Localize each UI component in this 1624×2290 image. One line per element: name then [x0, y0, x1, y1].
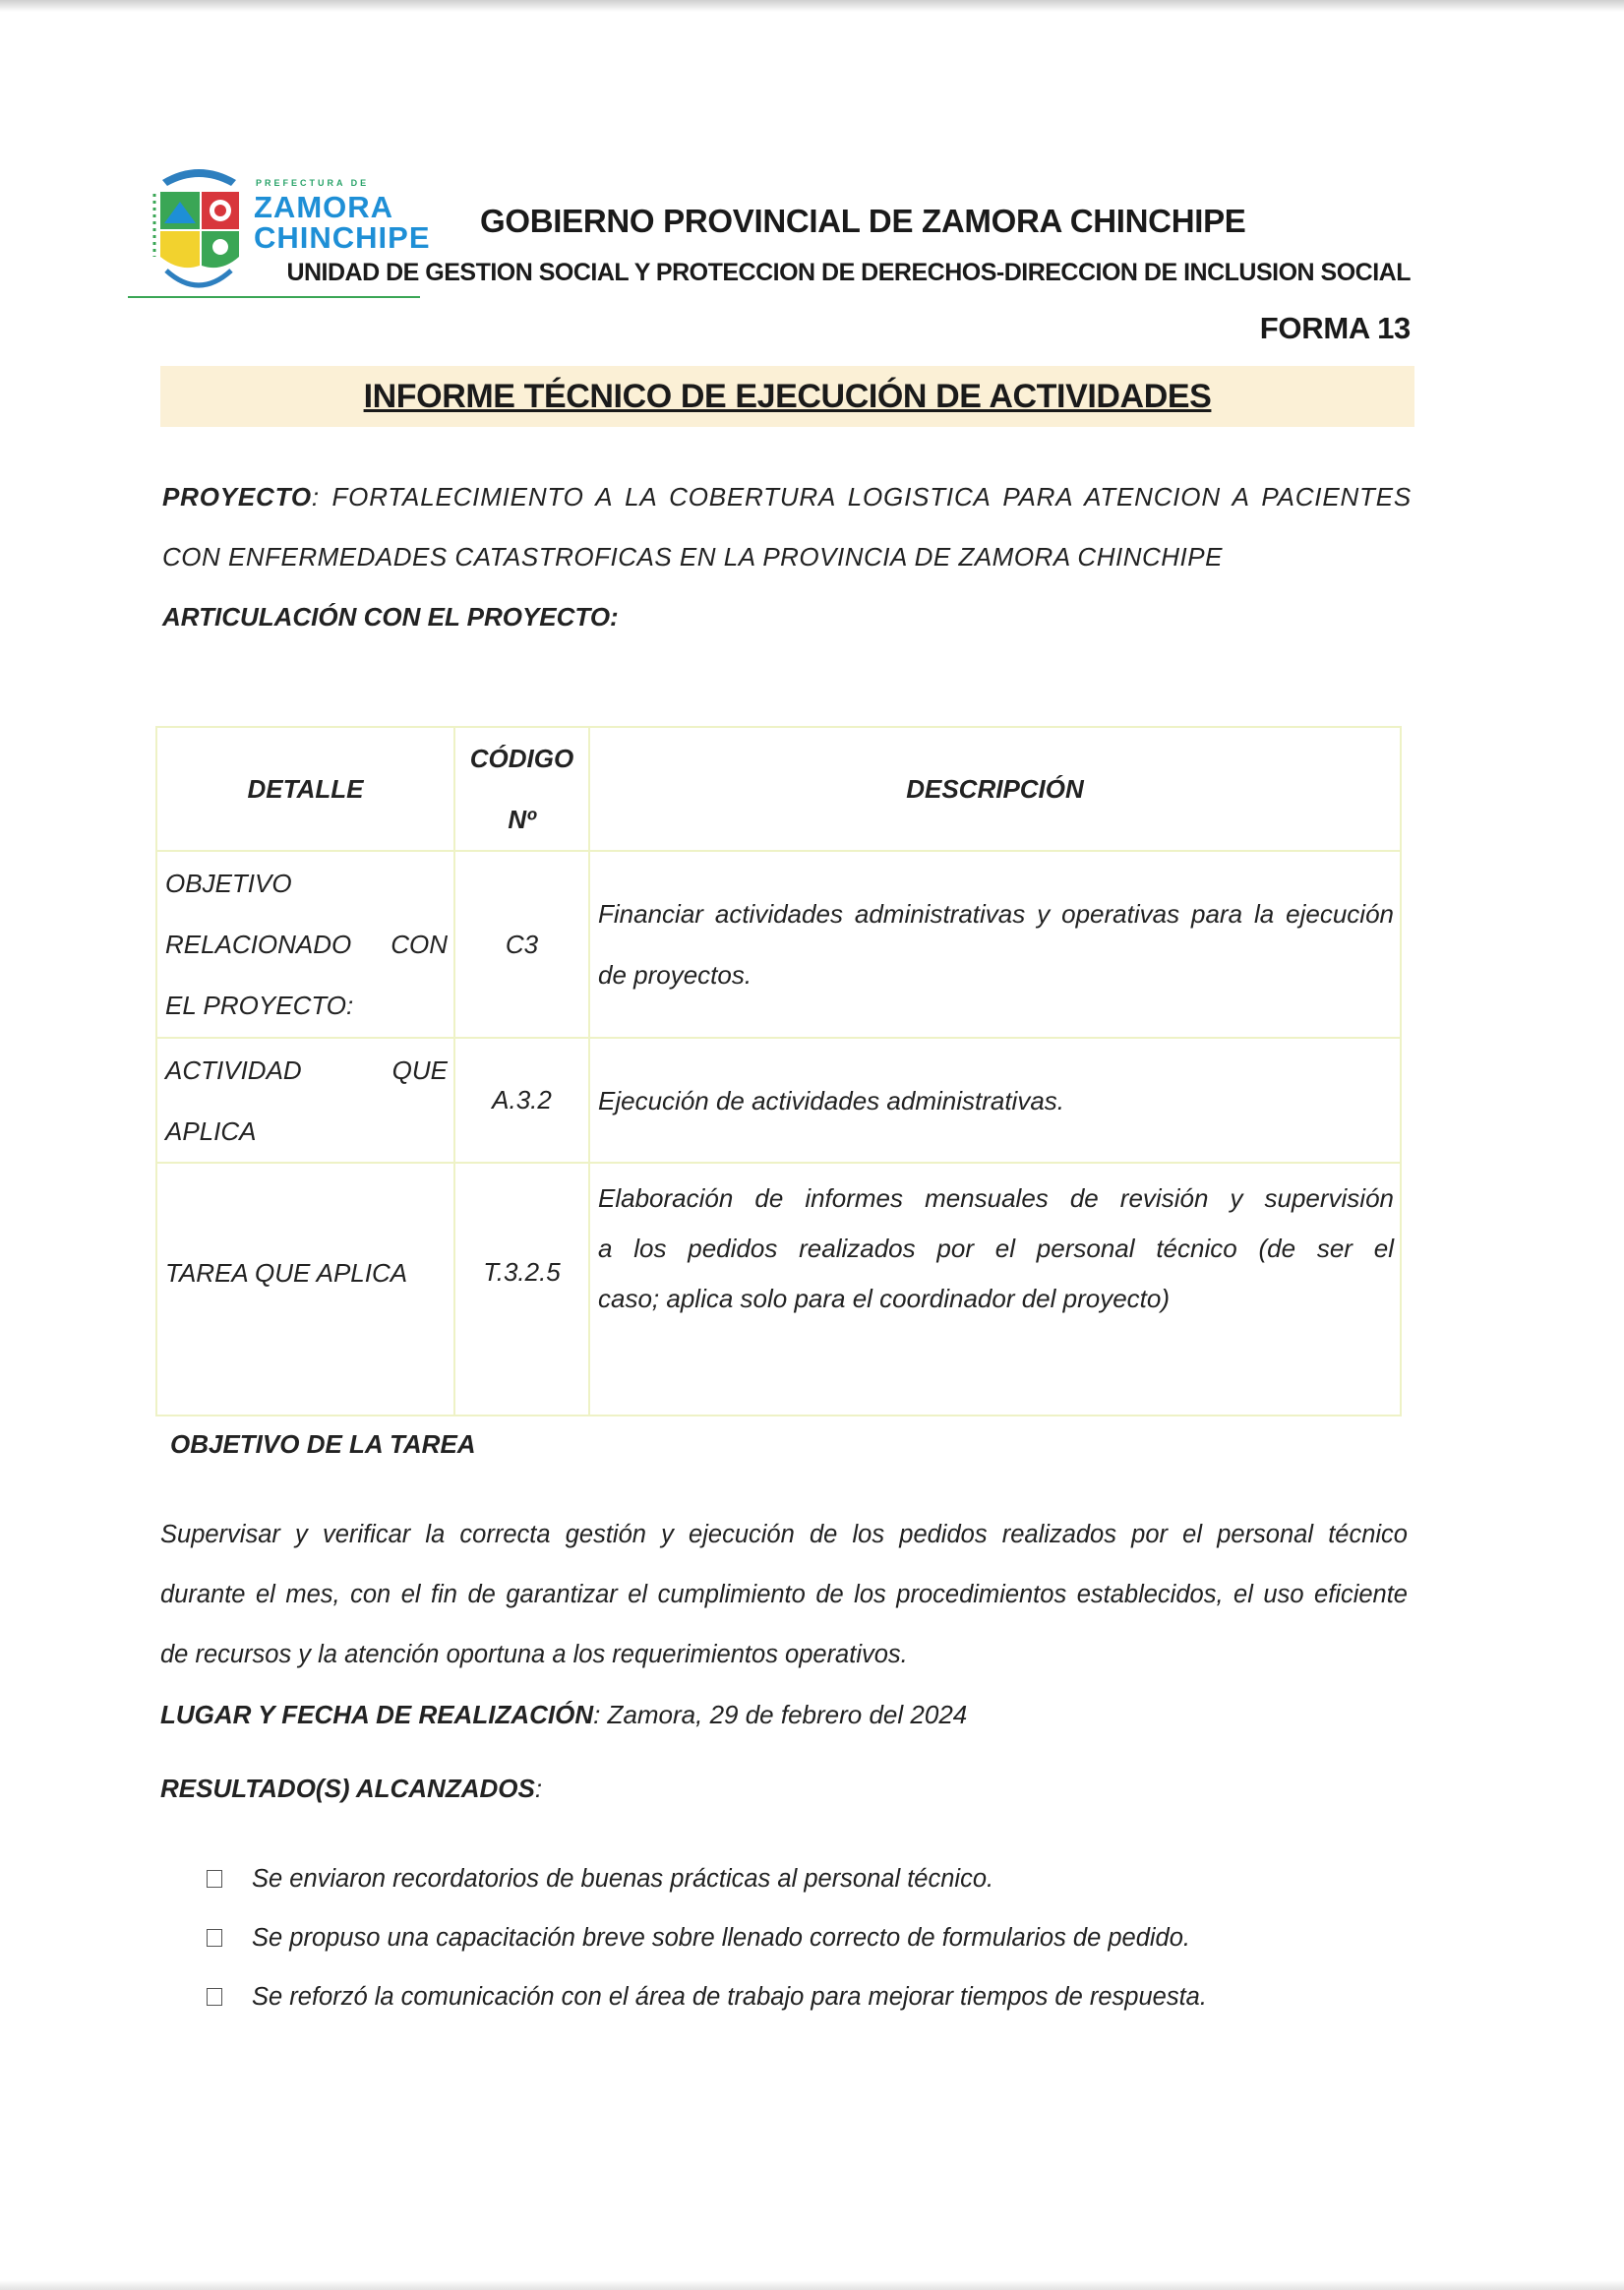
results-label: RESULTADO(S) ALCANZADOS	[160, 1774, 535, 1803]
table-header-row	[156, 727, 1401, 851]
articulation-table	[155, 726, 1402, 1416]
description-line: Financiar actividades administrativas y operativas para la ejecución	[598, 899, 1394, 929]
objective-line: Supervisar y verificar la correcta gestión y ejecución de los pedidos realizados por el personal técnico	[160, 1521, 1408, 1548]
row-code: C3	[454, 851, 589, 1038]
description-line: Ejecución de actividades administrativas.	[598, 1085, 1065, 1115]
description-line: Elaboración de informes mensuales de revisión y supervisión	[598, 1183, 1394, 1213]
result-text: Se propuso una capacitación breve sobre llenado correcto de formularios de pedido.	[252, 1923, 1191, 1952]
list-item	[207, 1908, 1207, 1967]
header-code	[454, 727, 589, 851]
detail-line: EL PROYECTO:	[165, 991, 354, 1020]
results-list	[207, 1849, 1207, 2026]
project-line-1	[162, 482, 1412, 512]
articulation-label: ARTICULACIÓN CON EL PROYECTO:	[162, 602, 619, 632]
unit-title: UNIDAD DE GESTION SOCIAL Y PROTECCION DE DERECHOS-DIRECCION DE INCLUSION SOCIAL	[286, 259, 1411, 286]
detail-line: ACTIVIDAD QUE	[165, 1055, 448, 1085]
table-row	[156, 1038, 1401, 1163]
result-text: Se enviaron recordatorios de buenas prácticas al personal técnico.	[252, 1864, 994, 1893]
government-title: GOBIERNO PROVINCIAL DE ZAMORA CHINCHIPE	[480, 203, 1246, 239]
header-code-line1: CÓDIGO	[469, 744, 574, 773]
detail-line: RELACIONADO CON	[165, 930, 448, 959]
result-text: Se reforzó la comunicación con el área de trabajo para mejorar tiempos de respuesta.	[252, 1982, 1207, 2011]
detail-line: OBJETIVO	[165, 869, 292, 898]
row-detail	[156, 1163, 454, 1416]
objective-line: de recursos y la atención oportuna a los requerimientos operativos.	[160, 1641, 908, 1668]
logo-name-line2: CHINCHIPE	[254, 220, 431, 255]
logo-name-line1: ZAMORA	[254, 190, 394, 224]
objective-line: durante el mes, con el fin de garantizar el cumplimiento de los procedimientos establecidos, el uso eficiente	[160, 1581, 1408, 1608]
detail-line: TAREA QUE APLICA	[165, 1257, 408, 1288]
description-line: caso; aplica solo para el coordinador del proyecto)	[598, 1284, 1171, 1313]
row-detail	[156, 851, 454, 1038]
row-code: T.3.2.5	[454, 1163, 589, 1416]
place-date-value: : Zamora, 29 de febrero del 2024	[593, 1700, 968, 1729]
row-description	[589, 1038, 1401, 1163]
report-title-band	[160, 366, 1414, 427]
place-date-label: LUGAR Y FECHA DE REALIZACIÓN	[160, 1700, 594, 1729]
row-code: A.3.2	[454, 1038, 589, 1163]
table-row	[156, 851, 1401, 1038]
description-line: a los pedidos realizados por el personal técnico (de ser el	[598, 1234, 1394, 1263]
checkbox-icon	[207, 1929, 222, 1947]
row-description	[589, 851, 1401, 1038]
project-line-2: CON ENFERMEDADES CATASTROFICAS EN LA PROVINCIA DE ZAMORA CHINCHIPE	[162, 542, 1223, 572]
objective-title: OBJETIVO DE LA TAREA	[170, 1429, 476, 1459]
logo-top-text: PREFECTURA DE	[256, 178, 370, 188]
header-description: DESCRIPCIÓN	[589, 727, 1401, 851]
results-heading	[160, 1774, 542, 1804]
logo-underline	[128, 296, 420, 298]
row-detail	[156, 1038, 454, 1163]
header-detail: DETALLE	[156, 727, 454, 851]
project-text-1: : FORTALECIMIENTO A LA COBERTURA LOGISTICA PARA ATENCION A PACIENTES	[311, 482, 1412, 512]
detail-line: APLICA	[165, 1115, 257, 1146]
prefecture-crest-icon	[152, 162, 246, 295]
scan-edge-bottom	[0, 2280, 1624, 2290]
table-row	[156, 1163, 1401, 1416]
results-suffix: :	[534, 1774, 543, 1803]
form-number: FORMA 13	[1259, 311, 1411, 345]
project-label: PROYECTO	[162, 482, 312, 512]
objective-text	[160, 1505, 1408, 1685]
description-line: de proyectos.	[598, 960, 752, 990]
checkbox-icon	[207, 1870, 222, 1888]
place-date	[160, 1700, 967, 1730]
scan-edge-top	[0, 0, 1624, 12]
report-title: INFORME TÉCNICO DE EJECUCIÓN DE ACTIVIDADES	[363, 378, 1212, 415]
header-code-line2: Nº	[508, 805, 536, 834]
list-item	[207, 1849, 1207, 1908]
list-item	[207, 1967, 1207, 2026]
row-description	[589, 1163, 1401, 1416]
checkbox-icon	[207, 1988, 222, 2006]
